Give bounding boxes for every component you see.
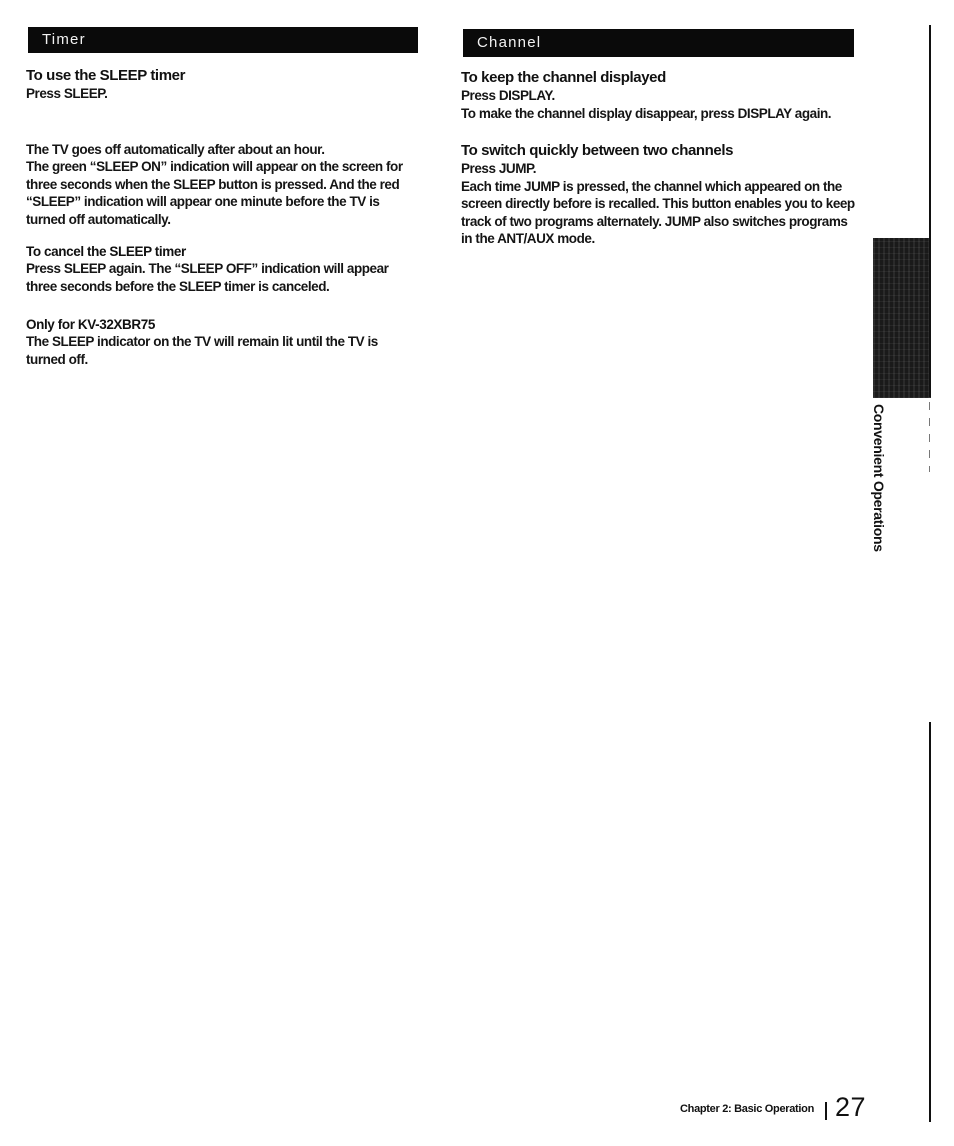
margin-dash: [929, 466, 930, 472]
timer-section-header: Timer: [28, 27, 418, 53]
display-desc: To make the channel display disappear, press DISPLAY again.: [461, 105, 832, 121]
cancel-sleep-heading: To cancel the SLEEP timer: [26, 244, 186, 259]
model-note-heading: Only for KV-32XBR75: [26, 317, 155, 332]
timer-column: [26, 66, 418, 368]
model-note-desc: The SLEEP indicator on the TV will remain lit until the TV is turned off.: [26, 334, 378, 367]
margin-dash: [929, 402, 930, 410]
margin-rule-bottom: [929, 722, 931, 1122]
sleep-press-text: Press SLEEP.: [26, 86, 108, 101]
footer-separator: [825, 1102, 827, 1120]
jump-press-text: Press JUMP.: [461, 161, 537, 176]
channel-section-header: Channel: [463, 29, 854, 57]
page-number: 27: [835, 1092, 867, 1122]
margin-dash: [929, 450, 930, 458]
margin-rule-top: [929, 25, 931, 397]
display-press-text: Press DISPLAY.: [461, 88, 555, 103]
sleep-timer-heading: To use the SLEEP timer: [26, 67, 186, 84]
switch-channels-heading: To switch quickly between two channels: [461, 142, 734, 159]
side-tab-marker: [873, 238, 931, 398]
footer-chapter-label: Chapter 2: Basic Operation: [680, 1103, 815, 1115]
margin-dash: [929, 418, 930, 426]
sleep-desc-1: The TV goes off automatically after about an hour.: [26, 141, 325, 157]
keep-channel-heading: To keep the channel displayed: [461, 69, 666, 86]
side-tab-label: Convenient Operations: [871, 404, 887, 552]
sleep-desc-2: The green “SLEEP ON” indication will appear on the screen for three seconds when the SLEEP button is pressed. And the red “SLEEP” indication will appear one minute before the TV is turned off automatically.: [26, 159, 403, 227]
jump-desc: Each time JUMP is pressed, the channel which appeared on the screen directly before is recalled. This button enables you to keep track of two programs alternately. JUMP also switches programs in the ANT/AUX mode.: [461, 178, 855, 246]
cancel-sleep-desc: Press SLEEP again. The “SLEEP OFF” indication will appear three seconds before the SLEEP timer is canceled.: [26, 261, 389, 294]
margin-dash: [929, 434, 930, 442]
channel-column: [461, 68, 856, 248]
